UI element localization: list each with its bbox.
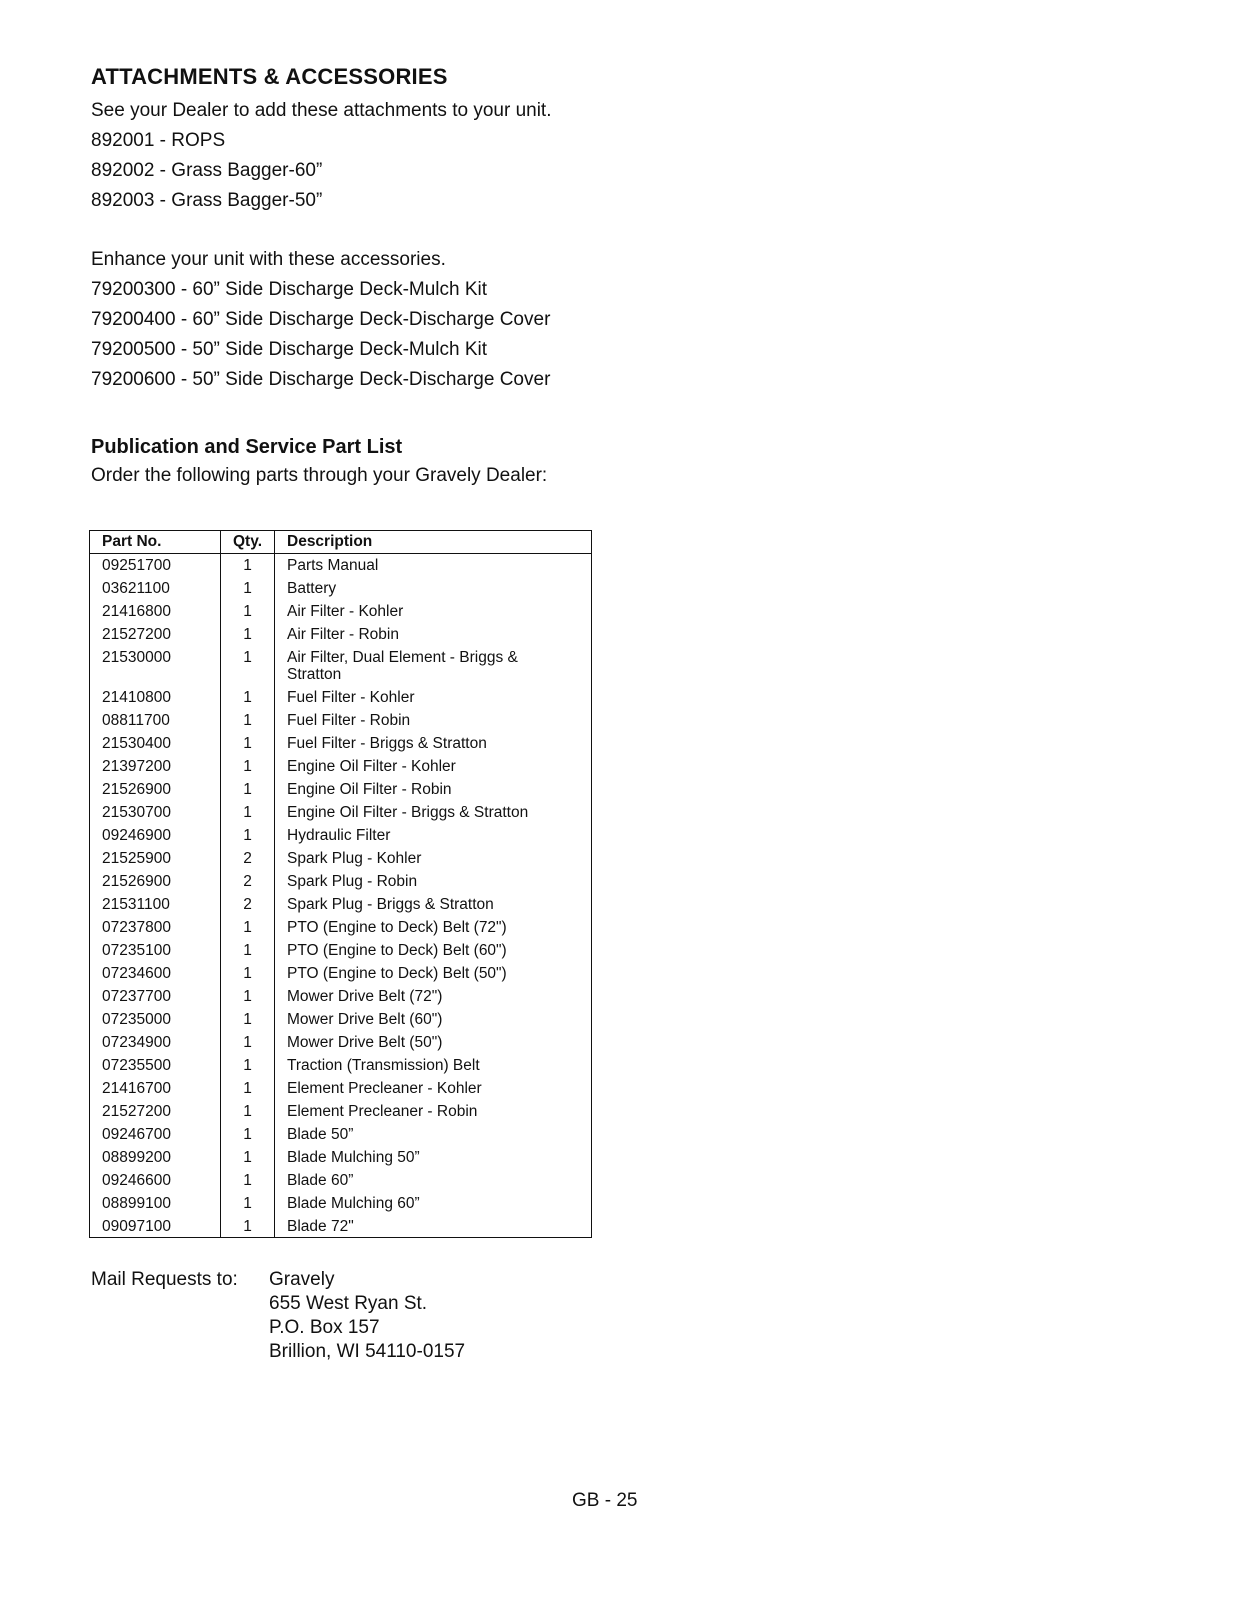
cell-qty: 1 [221,1008,275,1031]
address-line: Gravely [269,1269,335,1290]
table-row [90,1123,592,1146]
table-row [90,1031,592,1054]
cell-part-no: 21526900 [90,870,221,893]
attachments-heading: ATTACHMENTS & ACCESSORIES [91,64,448,89]
cell-description: PTO (Engine to Deck) Belt (72") [287,918,507,936]
cell-description: Spark Plug - Robin [287,872,418,890]
page-content [91,64,1141,491]
header-qty: Qty. [221,531,275,554]
cell-qty: 1 [221,1054,275,1077]
table-row [90,755,592,778]
cell-qty: 1 [221,1146,275,1169]
table-row [90,1077,592,1100]
cell-part-no: 07234900 [90,1031,221,1054]
cell-part-no: 21530400 [90,732,221,755]
cell-description: Fuel Filter - Kohler [287,688,415,706]
table-row [90,1008,592,1031]
cell-description: Element Precleaner - Robin [287,1102,478,1120]
cell-part-no: 08899200 [90,1146,221,1169]
cell-qty: 1 [221,939,275,962]
cell-part-no: 07235500 [90,1054,221,1077]
table-row [90,847,592,870]
cell-qty: 2 [221,893,275,916]
cell-part-no: 09251700 [90,554,221,577]
table-row [90,985,592,1008]
cell-description: Engine Oil Filter - Kohler [287,757,456,775]
cell-part-no: 07235100 [90,939,221,962]
parts-table [89,530,592,1238]
table-row [90,1100,592,1123]
cell-part-no: 21416700 [90,1077,221,1100]
cell-qty: 1 [221,1123,275,1146]
cell-qty: 1 [221,985,275,1008]
table-row [90,732,592,755]
attachments-intro: See your Dealer to add these attachments to your unit. [91,100,552,121]
cell-description: PTO (Engine to Deck) Belt (50") [287,964,507,982]
accessories-intro: Enhance your unit with these accessories. [91,249,446,270]
cell-qty: 1 [221,1100,275,1123]
section-spacer [91,216,1141,245]
cell-description: Blade Mulching 50” [287,1148,420,1166]
publication-intro: Order the following parts through your Gravely Dealer: [91,465,548,486]
cell-description: Fuel Filter - Briggs & Stratton [287,734,487,752]
cell-qty: 1 [221,709,275,732]
address-line: Brillion, WI 54110-0157 [269,1341,466,1362]
cell-part-no: 09246600 [90,1169,221,1192]
table-row [90,686,592,709]
cell-qty: 2 [221,847,275,870]
cell-description: Traction (Transmission) Belt [287,1056,480,1074]
cell-qty: 1 [221,1192,275,1215]
accessory-item: 79200600 - 50” Side Discharge Deck-Discharge Cover [91,369,551,390]
cell-qty: 2 [221,870,275,893]
cell-qty: 1 [221,732,275,755]
cell-part-no: 21416800 [90,600,221,623]
table-row [90,801,592,824]
cell-qty: 1 [221,554,275,577]
publication-heading: Publication and Service Part List [91,436,403,458]
cell-qty: 1 [221,686,275,709]
header-description: Description [275,531,592,554]
header-part-no: Part No. [90,531,221,554]
table-row [90,646,592,686]
cell-description: Air Filter - Robin [287,625,399,643]
mail-address [269,1268,465,1364]
cell-description: Hydraulic Filter [287,826,391,844]
cell-description: Mower Drive Belt (72") [287,987,443,1005]
cell-description: Spark Plug - Kohler [287,849,422,867]
cell-description: Parts Manual [287,557,379,574]
attachment-item: 892001 - ROPS [91,130,226,151]
cell-part-no: 09246700 [90,1123,221,1146]
cell-part-no: 21530700 [90,801,221,824]
table-row [90,1054,592,1077]
accessory-item: 79200400 - 60” Side Discharge Deck-Discharge Cover [91,309,551,330]
cell-qty: 1 [221,1169,275,1192]
page-number: GB - 25 [572,1490,638,1511]
cell-qty: 1 [221,1077,275,1100]
cell-qty: 1 [221,755,275,778]
cell-part-no: 09246900 [90,824,221,847]
table-row [90,962,592,985]
cell-part-no: 21527200 [90,623,221,646]
address-line: P.O. Box 157 [269,1317,380,1338]
table-row [90,1192,592,1215]
cell-part-no: 21525900 [90,847,221,870]
cell-description: Mower Drive Belt (60") [287,1010,443,1028]
cell-part-no: 21531100 [90,893,221,916]
table-row [90,623,592,646]
mail-label: Mail Requests to: [91,1269,238,1290]
cell-part-no: 07234600 [90,962,221,985]
cell-qty: 1 [221,577,275,600]
cell-part-no: 07237700 [90,985,221,1008]
address-line: 655 West Ryan St. [269,1293,428,1314]
cell-description: Element Precleaner - Kohler [287,1079,482,1097]
cell-description: Blade 72" [287,1217,354,1235]
table-row [90,1215,592,1238]
cell-qty: 1 [221,778,275,801]
table-row [90,824,592,847]
cell-description: Fuel Filter - Robin [287,711,411,729]
cell-qty: 1 [221,1031,275,1054]
table-row [90,893,592,916]
parts-table-body [90,554,592,1238]
cell-qty: 1 [221,600,275,623]
table-header-row [90,531,592,554]
cell-qty: 1 [221,623,275,646]
cell-description: PTO (Engine to Deck) Belt (60") [287,941,507,959]
table-row [90,577,592,600]
attachment-item: 892002 - Grass Bagger-60” [91,160,323,181]
cell-qty: 1 [221,646,275,686]
table-row [90,1169,592,1192]
cell-description: Blade 50” [287,1125,354,1143]
table-row [90,600,592,623]
cell-part-no: 21530000 [90,646,221,686]
cell-part-no: 08811700 [90,709,221,732]
attachment-item: 892003 - Grass Bagger-50” [91,190,323,211]
cell-description: Mower Drive Belt (50") [287,1033,443,1051]
cell-part-no: 08899100 [90,1192,221,1215]
cell-part-no: 21410800 [90,686,221,709]
cell-description: Blade Mulching 60” [287,1194,420,1212]
table-row [90,554,592,577]
cell-part-no: 21527200 [90,1100,221,1123]
cell-qty: 1 [221,916,275,939]
cell-description: Spark Plug - Briggs & Stratton [287,895,494,913]
cell-qty: 1 [221,962,275,985]
cell-part-no: 03621100 [90,577,221,600]
cell-part-no: 21397200 [90,755,221,778]
cell-part-no: 07235000 [90,1008,221,1031]
table-row [90,1146,592,1169]
accessory-item: 79200500 - 50” Side Discharge Deck-Mulch Kit [91,339,488,360]
cell-description: Battery [287,579,337,597]
cell-part-no: 21526900 [90,778,221,801]
cell-description: Blade 60” [287,1171,354,1189]
table-row [90,870,592,893]
cell-part-no: 07237800 [90,916,221,939]
table-row [90,939,592,962]
cell-qty: 1 [221,824,275,847]
cell-description: Air Filter - Kohler [287,602,404,620]
cell-description: Engine Oil Filter - Briggs & Stratton [287,803,529,821]
cell-description: Air Filter, Dual Element - Briggs & Stratton [287,648,518,683]
cell-qty: 1 [221,801,275,824]
table-row [90,916,592,939]
table-row [90,778,592,801]
cell-qty: 1 [221,1215,275,1238]
cell-description: Engine Oil Filter - Robin [287,780,452,798]
cell-part-no: 09097100 [90,1215,221,1238]
table-row [90,709,592,732]
accessory-item: 79200300 - 60” Side Discharge Deck-Mulch Kit [91,279,488,300]
